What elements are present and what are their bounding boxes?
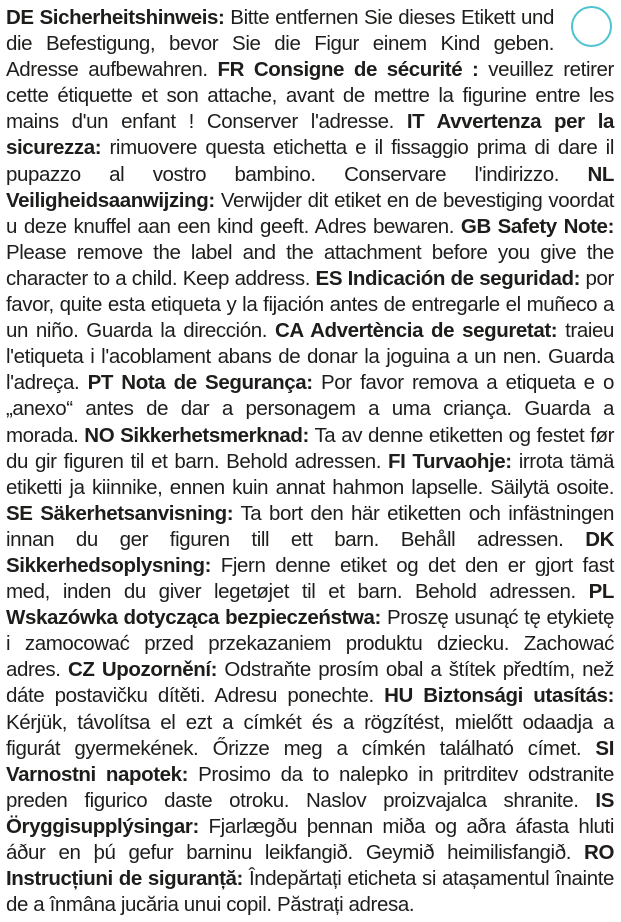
lang-body-pt: Por favor remova a etiqueta e o „anexo“ antes de dar a personagem a uma criança. Guarda a morada. <box>6 371 614 447</box>
lang-body-gb: Please remove the label and the attachment before you give the character to a child. Keep address. <box>6 240 614 290</box>
lang-body-it: rimuovere questa etichetta e il fissaggio prima di dare il pupazzo al vostro bambino. Conservare l'indirizzo. <box>6 136 614 186</box>
lang-body-ca: traieu l'etiqueta i l'acoblament abans de donar la joguina a un nen. Guarda l'adreça. <box>6 319 614 395</box>
lang-heading-dk: DK Sikkerhedsoplysning: <box>6 527 614 577</box>
lang-body-ro: Îndepărtați eticheta si atașamentul înainte de a înmâna jucăria unui copil. Păstrați adresa. <box>6 867 615 917</box>
hang-hole-circle-icon <box>571 6 612 47</box>
lang-heading-it: IT Avvertenza per la sicurezza: <box>6 110 614 160</box>
lang-heading-is: IS Öryggisupplýsingar: <box>6 788 614 838</box>
multilingual-safety-notice-text <box>6 5 614 918</box>
lang-heading-cz: CZ Upozornění: <box>60 658 218 682</box>
lang-heading-ca: CA Advertència de seguretat: <box>267 319 558 343</box>
lang-heading-de: DE Sicherheitshinweis: <box>6 6 225 29</box>
lang-heading-pt: PT Nota de Segurança: <box>79 371 313 395</box>
lang-heading-pl: PL Wskazówka dotycząca bezpieczeństwa: <box>6 580 614 630</box>
lang-body-es: por favor, quite esta etiqueta y la fijación antes de entregarle el muñeco a un niño. Guarda la dirección. <box>6 266 614 343</box>
lang-heading-fr: FR Consigne de sécurité : <box>207 58 479 82</box>
lang-heading-si: SI Varnostni napotek: <box>6 736 614 786</box>
lang-body-fi: irrota tämä etiketti ja kiinnike, ennen kuin annat hahmon lapselle. Säilytä osoite. <box>6 449 614 499</box>
lang-body-no: Ta av denne etiketten og festet før du gir figuren til et barn. Behold adressen. <box>6 423 615 473</box>
lang-heading-hu: HU Biztonsági utasítás: <box>373 684 614 708</box>
lang-body-hu: Kérjük, távolítsa el ezt a címkét és a rögzítést, mielőtt odaadja a figurát gyermekének. Őrizze meg a címkén található címet. <box>6 710 614 760</box>
lang-body-de: Bitte entfernen Sie dieses Etikett und die Befestigung, bevor Sie die Figur einem Kind geben. Adresse aufbewahren. <box>6 6 554 82</box>
lang-heading-fi: FI Turvaohje: <box>381 449 512 473</box>
lang-body-pl: Proszę usunąć tę etykietę i zamocować przed przekazaniem produktu dziecku. Zachować adres. <box>6 606 614 682</box>
lang-heading-ro: RO Instrucțiuni de siguranță: <box>6 841 614 891</box>
hang-hole-area <box>554 5 614 57</box>
lang-body-se: Ta bort den här etiketten och infästningen innan du ger figuren till ett barn. Behåll adressen. <box>6 501 614 551</box>
lang-heading-no: NO Sikkerhetsmerknad: <box>78 423 309 447</box>
lang-heading-gb: GB Safety Note: <box>454 214 614 238</box>
lang-heading-nl: NL Veiligheidsaanwijzing: <box>6 162 614 212</box>
lang-body-dk: Fjern denne etiket og det den er gjort fast med, inden du giver legetøjet til et barn. Behold adressen. <box>6 553 614 604</box>
lang-body-is: Fjarlægðu þennan miða og aðra áfasta hluti áður en þú gefur barninu leikfangið. Geymið heimilisfangið. <box>6 814 614 864</box>
lang-heading-es: ES Indicación de seguridad: <box>310 266 581 290</box>
lang-body-fr: veuillez retirer cette étiquette et son attache, avant de mettre la figurine entre les mains d'un enfant ! Conserver l'adresse. <box>6 58 614 134</box>
lang-body-cz: Odstraňte prosím obal a štítek předtím, než dáte postavičku dítěti. Adresu ponechte. <box>6 658 614 708</box>
lang-heading-se: SE Säkerhetsanvisning: <box>6 501 234 525</box>
lang-body-si: Prosimo da to nalepko in pritrditev odstranite preden figurico daste otroku. Naslov proizvajalca shranite. <box>6 762 614 812</box>
lang-body-nl: Verwijder dit etiket en de bevestiging voordat u deze knuffel aan een kind geeft. Adres bewaren. <box>6 188 614 238</box>
